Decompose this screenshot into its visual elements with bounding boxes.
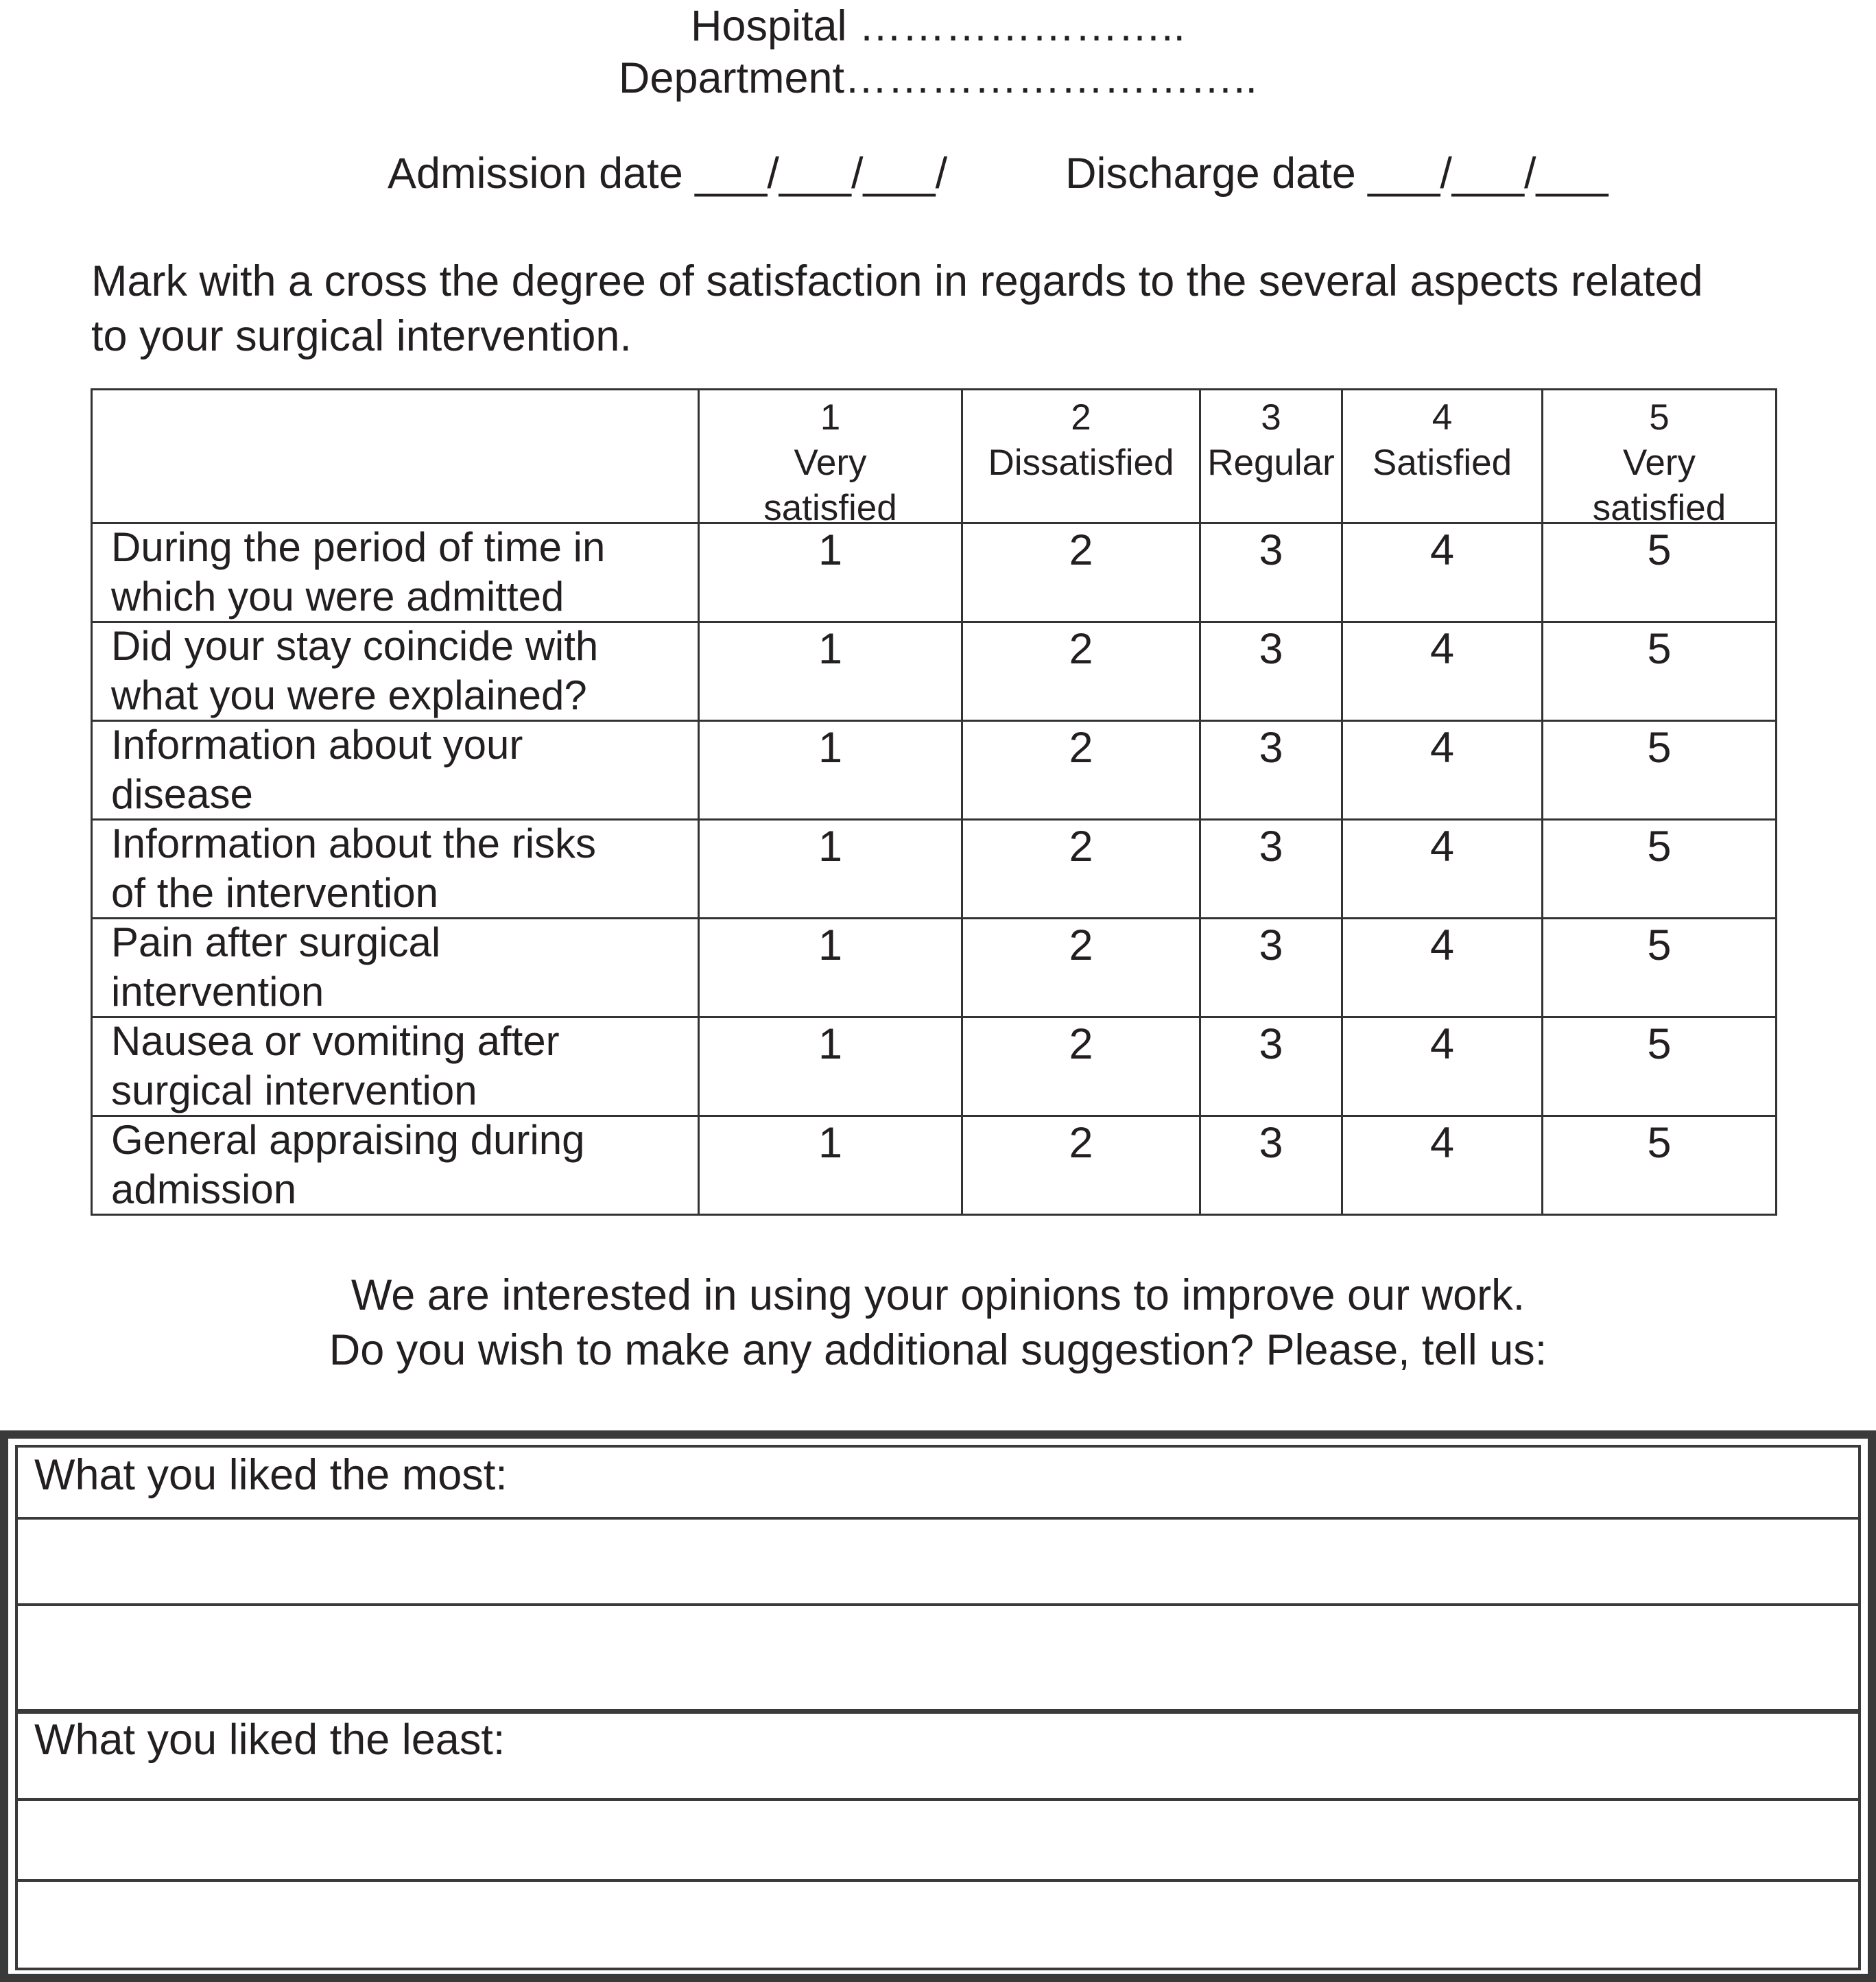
rating-option-2[interactable]: 2 bbox=[1069, 823, 1093, 871]
admission-date-field[interactable]: Admission date ___/___/___/ bbox=[388, 150, 948, 198]
rating-option-5[interactable]: 5 bbox=[1647, 526, 1672, 574]
rating-option-4[interactable]: 4 bbox=[1429, 1020, 1455, 1068]
row-label-line: Did your stay coincide with bbox=[111, 623, 599, 669]
rating-option-2[interactable]: 2 bbox=[1069, 1119, 1093, 1167]
row-label-line: During the period of time in bbox=[111, 524, 606, 570]
row-label bbox=[111, 918, 440, 1017]
row-label bbox=[111, 720, 523, 819]
rating-option-3[interactable]: 3 bbox=[1259, 625, 1283, 673]
row-label-line: Information about the risks bbox=[111, 821, 597, 866]
rating-option-2[interactable]: 2 bbox=[1069, 724, 1093, 772]
rating-option-4[interactable]: 4 bbox=[1429, 625, 1455, 673]
row-label-line: intervention bbox=[111, 969, 324, 1015]
row-label-line: General appraising during bbox=[111, 1117, 585, 1163]
rating-option-1[interactable]: 1 bbox=[818, 823, 843, 871]
rating-option-5[interactable]: 5 bbox=[1647, 1020, 1672, 1068]
liked-most-field-1[interactable] bbox=[18, 1520, 1858, 1603]
rating-option-4[interactable]: 4 bbox=[1429, 823, 1455, 871]
rating-option-3[interactable]: 3 bbox=[1259, 724, 1283, 772]
row-label bbox=[111, 622, 598, 720]
rating-option-4[interactable]: 4 bbox=[1429, 526, 1455, 574]
rating-option-1[interactable]: 1 bbox=[818, 1119, 843, 1167]
row-label bbox=[111, 1116, 584, 1214]
rating-option-3[interactable]: 3 bbox=[1259, 1119, 1283, 1167]
row-label-line: admission bbox=[111, 1166, 297, 1212]
rating-option-4[interactable]: 4 bbox=[1429, 921, 1455, 969]
liked-least-field-2[interactable] bbox=[18, 1882, 1858, 1968]
table-divider bbox=[961, 388, 963, 1216]
row-label-line: Nausea or vomiting after bbox=[111, 1018, 560, 1064]
rating-option-4[interactable]: 4 bbox=[1429, 1119, 1455, 1167]
row-label-line: disease bbox=[111, 771, 253, 817]
row-label-line: Information about your bbox=[111, 722, 523, 768]
row-label-line: what you were explained? bbox=[111, 672, 587, 718]
rating-option-1[interactable]: 1 bbox=[818, 921, 843, 969]
rating-option-1[interactable]: 1 bbox=[818, 1020, 843, 1068]
column-header-2: 2 Dissatisfied bbox=[988, 397, 1174, 483]
row-label-line: which you were admitted bbox=[111, 574, 565, 620]
row-label bbox=[111, 1017, 560, 1116]
column-header-5: 5 Very satisfied bbox=[1592, 397, 1726, 528]
rating-option-5[interactable]: 5 bbox=[1647, 1119, 1672, 1167]
rating-option-3[interactable]: 3 bbox=[1259, 823, 1283, 871]
satisfaction-table bbox=[91, 388, 1777, 1216]
discharge-date-field[interactable]: Discharge date ___/___/___ bbox=[1065, 150, 1608, 198]
department-field[interactable]: Department……………………….. bbox=[618, 54, 1258, 102]
rating-option-2[interactable]: 2 bbox=[1069, 625, 1093, 673]
closing-line-1: We are interested in using your opinions to improve our work. bbox=[351, 1271, 1525, 1319]
rating-option-5[interactable]: 5 bbox=[1647, 921, 1672, 969]
row-label bbox=[111, 523, 605, 622]
rating-option-4[interactable]: 4 bbox=[1429, 724, 1455, 772]
rating-option-2[interactable]: 2 bbox=[1069, 1020, 1093, 1068]
rating-option-2[interactable]: 2 bbox=[1069, 921, 1093, 969]
liked-least-field-1[interactable] bbox=[18, 1801, 1858, 1879]
rating-option-1[interactable]: 1 bbox=[818, 724, 843, 772]
column-header-1: 1 Very satisfied bbox=[763, 397, 897, 528]
liked-most-field-2[interactable] bbox=[18, 1606, 1858, 1709]
rating-option-5[interactable]: 5 bbox=[1647, 823, 1672, 871]
rating-option-3[interactable]: 3 bbox=[1259, 526, 1283, 574]
row-label-line: of the intervention bbox=[111, 870, 438, 916]
liked-most-label: What you liked the most: bbox=[34, 1451, 508, 1499]
rating-option-5[interactable]: 5 bbox=[1647, 724, 1672, 772]
rating-option-5[interactable]: 5 bbox=[1647, 625, 1672, 673]
row-label bbox=[111, 819, 596, 918]
row-label-line: Pain after surgical bbox=[111, 919, 441, 965]
row-label-line: surgical intervention bbox=[111, 1067, 477, 1113]
hospital-field[interactable]: Hospital ………………….. bbox=[690, 2, 1186, 50]
rating-option-1[interactable]: 1 bbox=[818, 625, 843, 673]
rating-option-3[interactable]: 3 bbox=[1259, 921, 1283, 969]
column-header-3: 3 Regular bbox=[1207, 397, 1335, 483]
instructions-line-1: Mark with a cross the degree of satisfaction in regards to the several aspects related bbox=[91, 257, 1703, 305]
section-divider bbox=[15, 1709, 1861, 1714]
rating-option-2[interactable]: 2 bbox=[1069, 526, 1093, 574]
column-header-4: 4 Satisfied bbox=[1372, 397, 1512, 483]
table-divider bbox=[1199, 388, 1201, 1216]
instructions-line-2: to your surgical intervention. bbox=[91, 312, 632, 360]
liked-least-label: What you liked the least: bbox=[34, 1716, 506, 1764]
table-divider bbox=[1341, 388, 1343, 1216]
rating-option-1[interactable]: 1 bbox=[818, 526, 843, 574]
closing-line-2: Do you wish to make any additional suggestion? Please, tell us: bbox=[329, 1326, 1547, 1374]
rating-option-3[interactable]: 3 bbox=[1259, 1020, 1283, 1068]
